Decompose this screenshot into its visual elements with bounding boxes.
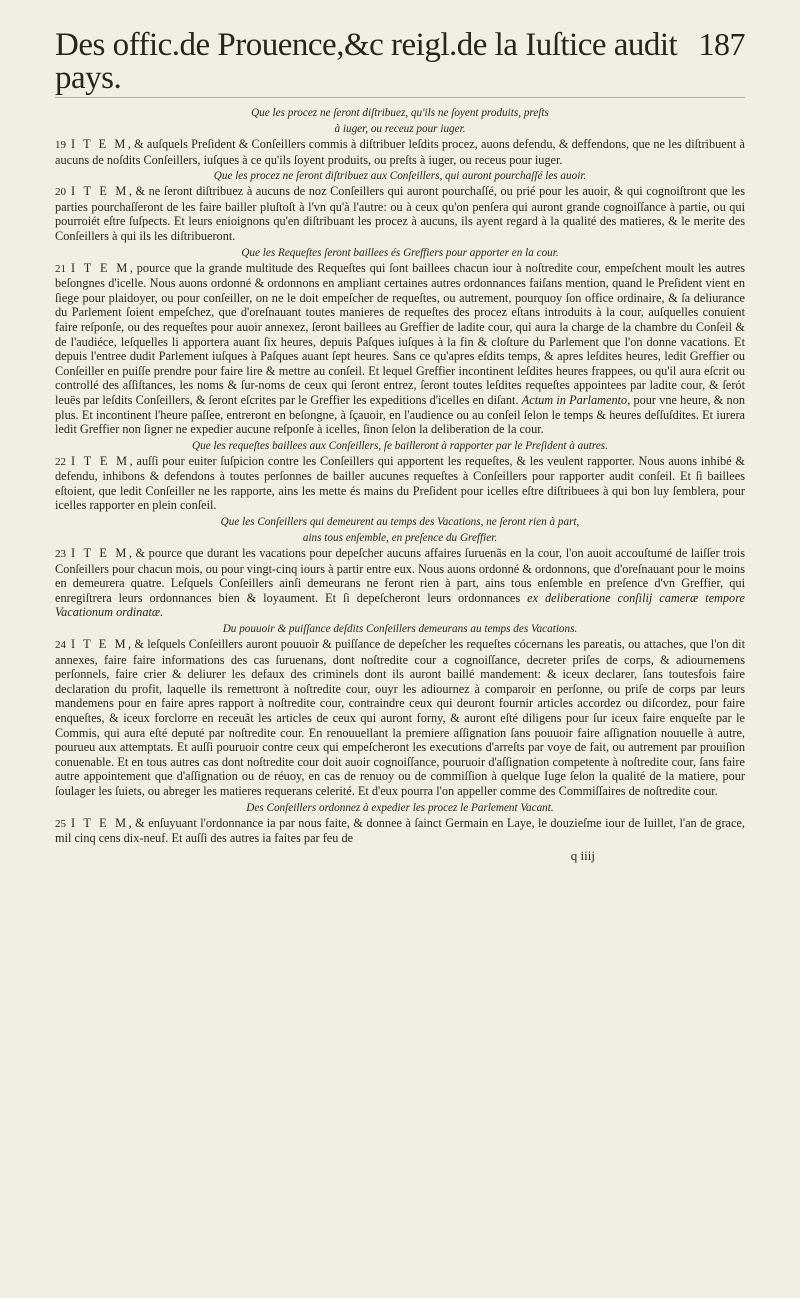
article-rubric: à iuger, ou receuz pour iuger.: [334, 123, 466, 135]
article-list: [55, 106, 745, 846]
article-rubric: Des Conſeillers ordonnez à expedier les procez le Parlement Vacant.: [246, 801, 554, 814]
article-number: 23: [55, 548, 66, 561]
article-number: 19: [55, 139, 66, 151]
article-rubric: Que les procez ne ſeront diſtribuez, qu'ils ne ſoyent produits, preſts: [251, 107, 549, 119]
running-header: [55, 28, 745, 95]
article-text: , & auſquels Preſident & Conſeillers commis à diſtribuer leſdits procez, auons defendu, & deffendons, que ne les diſtribuent à aucuns de noſdits Conſeillers, iuſques à ce qu'ils ſoyent produits, ou preſts à iuger, ou receus pour iuger.: [55, 137, 745, 167]
article-text: , & leſquels Conſeillers auront pouuoir & puiſſance de depeſcher les requeſtes cócernans les pareatis, ou attaches, que l'on dit annexes, faire faire informations des cas ſuruenans, dont noſtredite cour a cognoiſſance, decreter priſes de corps, & adiournemens perſonnels, faire crier & deliurer les defaux des criminels dont ils auront baillé mandement: & iceux declarer, ſans toutesfois faire declaration du profit, laquelle ils remettront à noſtredite cour, ouyr les adiournez à comparoir en perſonne, ou priſe de corps par leurs mandemens pour en faire apres rapport à noſtredite cour, contraindre ceux qui deuront fournir articles accordez ou diſcordez, pour faire enqueſtes, & iceux forclorre en receuãt les articles de ceux qui auront forny, & auront eſté diligens pour ſur iceux faire enqueſte par le Commis, qui aura eſté deputé par noſtredite cour. En renouuellant la premiere aſſignation ſans pouuoir faire aſſignation nouuelle à autre, pourueu aux attemptats. Et auſſi pouruoir contre ceux qui empeſcheront les executions d'arreſts par voye de fait, ou autrement par prouiſion conuenable. Et en tous autres cas dont noſtredite cour doit auoir cognoiſſance, pouruoir d'aſſignation competente à noſtredite cour, ſans faire autre appointement que d'aſſignation ou de réuoy, en cas de renuoy ou de commiſſion à quelque Iuge ſelon la qualité de la matiere, pour ſoulager les ſuiets, ou abreger les matieres requerans celerité. Et d'eux pourra l'on appeller comme des Commiſſaires de noſtredite cour.: [55, 637, 745, 798]
article-rubric: Que les requeſtes baillees aux Conſeillers, ſe bailleront à rapporter par le Preſident à autres.: [192, 439, 608, 452]
signature-mark: q iiij: [570, 847, 595, 863]
article-lead-word: I T E M: [71, 137, 128, 151]
latin-phrase: Actum in Parlamento: [521, 392, 628, 407]
article-lead-word: I T E M: [71, 453, 130, 468]
article-paragraph: [55, 546, 745, 620]
running-title: Des offic.de Prouence,&c reigl.de la Iuſtice audit pays.: [55, 27, 678, 96]
article-paragraph: [55, 261, 745, 437]
article-lead-word: I T E M: [71, 637, 128, 652]
article-lead-word: I T E M: [71, 815, 129, 830]
folio-number: 187: [698, 26, 745, 62]
article-paragraph: [55, 184, 745, 243]
article-rubric: Que les procez ne ſeront diſtribuez aux Conſeillers, qui auront pourchaſſé les auoir.: [213, 170, 587, 183]
article-number: 24: [55, 639, 66, 652]
article-paragraph: [55, 637, 745, 799]
article-paragraph: [55, 137, 745, 167]
article-lead-word: I T E M: [71, 184, 129, 199]
article-paragraph: [55, 816, 745, 846]
article-lead-word: I T E M: [71, 260, 130, 275]
article-text: , & ne ſeront diſtribuez à aucuns de noz Conſeillers qui auront pourchaſſé, ou prié pour les auoir, & qui cognoiſtront que les parties pourchaſſeront de les faire bailler pluſtoſt à l'vn qu'à l'autre: ou à ceux qu'on penſera qui auront grande cognoiſſance à partie, ou qui pourroiét eſtre ſuſpects. Et leurs enioignons qu'en diſtribuant les procez à aucuns, ils ayent regard à la qualité des matieres, & le merite des Conſeillers à qui ils les diſtribueront.: [55, 184, 745, 243]
article-lead-word: I T E M: [71, 546, 129, 561]
book-page: [55, 28, 745, 864]
article-number: 21: [55, 262, 66, 275]
article-text-continued: , pour vne heure, & non plus. Et incontinent l'heure paſſee, entreront en beſongne, à ſçauoir, en l'audience ou au conſeil ſelon le temps & heures deſſuſdites. Et iurera ledit Greffier non ſigner ne expedier aucune reſponſe à icelles, ſinon ſelon la deliberation de la cour.: [55, 392, 745, 437]
article-rubric: Du pouuoir & puiſſance deſdits Conſeillers demeurans au temps des Vacations.: [222, 623, 578, 636]
latin-phrase: ex deliberatione conſilij cameræ tempore Vacationum ordinatæ.: [55, 590, 745, 620]
article-paragraph: [55, 454, 745, 513]
article-rubric: Que les Conſeillers qui demeurent au temps des Vacations, ne ſeront rien à part,: [220, 516, 580, 529]
header-rule: [55, 97, 745, 98]
article-text: , & pource que durant les vacations pour depeſcher aucuns affaires ſuruenãs en la cour, l'on auoit accouſtumé de laiſſer trois Conſeillers pour chacun mois, ou pour vingt-cinq iours à partir entre eux. Nous auons ordonné & ordonnons, que d'oreſnauant pour le moins en demeurera quatre. Leſquels Conſeillers ainſi demeurans ne feront rien à part, ains tous enſemble en preſence d'vn Greffier, qui enregiſtrera leurs ordonnances bien & loyaument. Et ſi depeſcheront leurs ordonnances: [55, 546, 745, 605]
article-text: , auſſi pour euiter ſuſpicion contre les Conſeillers qui apportent les requeſtes, & les veulent rapporter. Nous auons inhibé & defendu, inhibons & defendons à toutes perſonnes de bailler aucunes requeſtes à Conſeillers pour rapporter audit conſeil. Et ſi baillees eſtoient, que ledit Conſeiller ne les rapporte, ains les mette és mains du Preſident pour icelles eſtre diſtribuees à qui bon luy ſemblera, pour icelles rapporter en plein conſeil.: [55, 453, 745, 513]
article-number: 20: [55, 186, 66, 199]
article-number: 25: [55, 817, 66, 830]
article-rubric: ains tous enſemble, en preſence du Greffier.: [302, 532, 498, 545]
article-text: , & enſuyuant l'ordonnance ia par nous faite, & donnee à ſainct Germain en Laye, le douzieſme iour de Iuillet, l'an de grace, mil cinq cens dix-neuf. Et auſſi des autres ia faites par feu de: [55, 815, 745, 846]
article-text: , pource que la grande multitude des Requeſtes qui ſont baillees chacun iour à noſtredite cour, empeſchent moult les autres beſongnes d'icelle. Nous auons ordonné & ordonnons en ampliant certaines autres ordonnances faiſans mention, quand le Preſident vient en ſiege pour plaidoyer, ou pour conſeiller, on ne le doit empeſcher de requeſtes, ou autrement, pourquoy ſon office ordinaire, & ſa deliurance du Parlement ſoient empeſchez, que d'oreſnauant toutes manieres de requeſtes des procez eſtans introduits à la cour, auſquelles conuient faire reſponſe, ou des requeſtes pour auoir annexez, ſeront baillees au Greffier de ladite cour, qui aura la charge de la chambre du Conſeil & de l'audiéce, leſquelles li apportera auant ſix heures, depuis Paſques iuſques à la fin & cloſture du Parlement que l'on donne vacations. Et depuis l'entree dudit Parlement iuſques à Paſques auant ſept heures. Sans ce qu'apres eſdits temps, & apres leſdites heures, ledit Greffier ou Conſeiller en puiſſe prendre pour faire lire & mettre au conſeil. Et lequel Greffier incontinent leſdites heures frappees, ou qu'il aura eſcrit ou controllé des aſſiſtances, les noms & ſur-noms de ceux qui ſeront entrez, ſeront toutes leſdites requeſtes appointees par ladite cour, & ſerót leuës par leſdits Conſeillers, & ſeront eſcrites par le Greffier les expeditions d'icelles en diſant.: [55, 260, 745, 407]
article-number: 22: [55, 455, 66, 468]
article-rubric: Que les Requeſtes ſeront baillees és Greffiers pour apporter en la cour.: [241, 246, 559, 259]
